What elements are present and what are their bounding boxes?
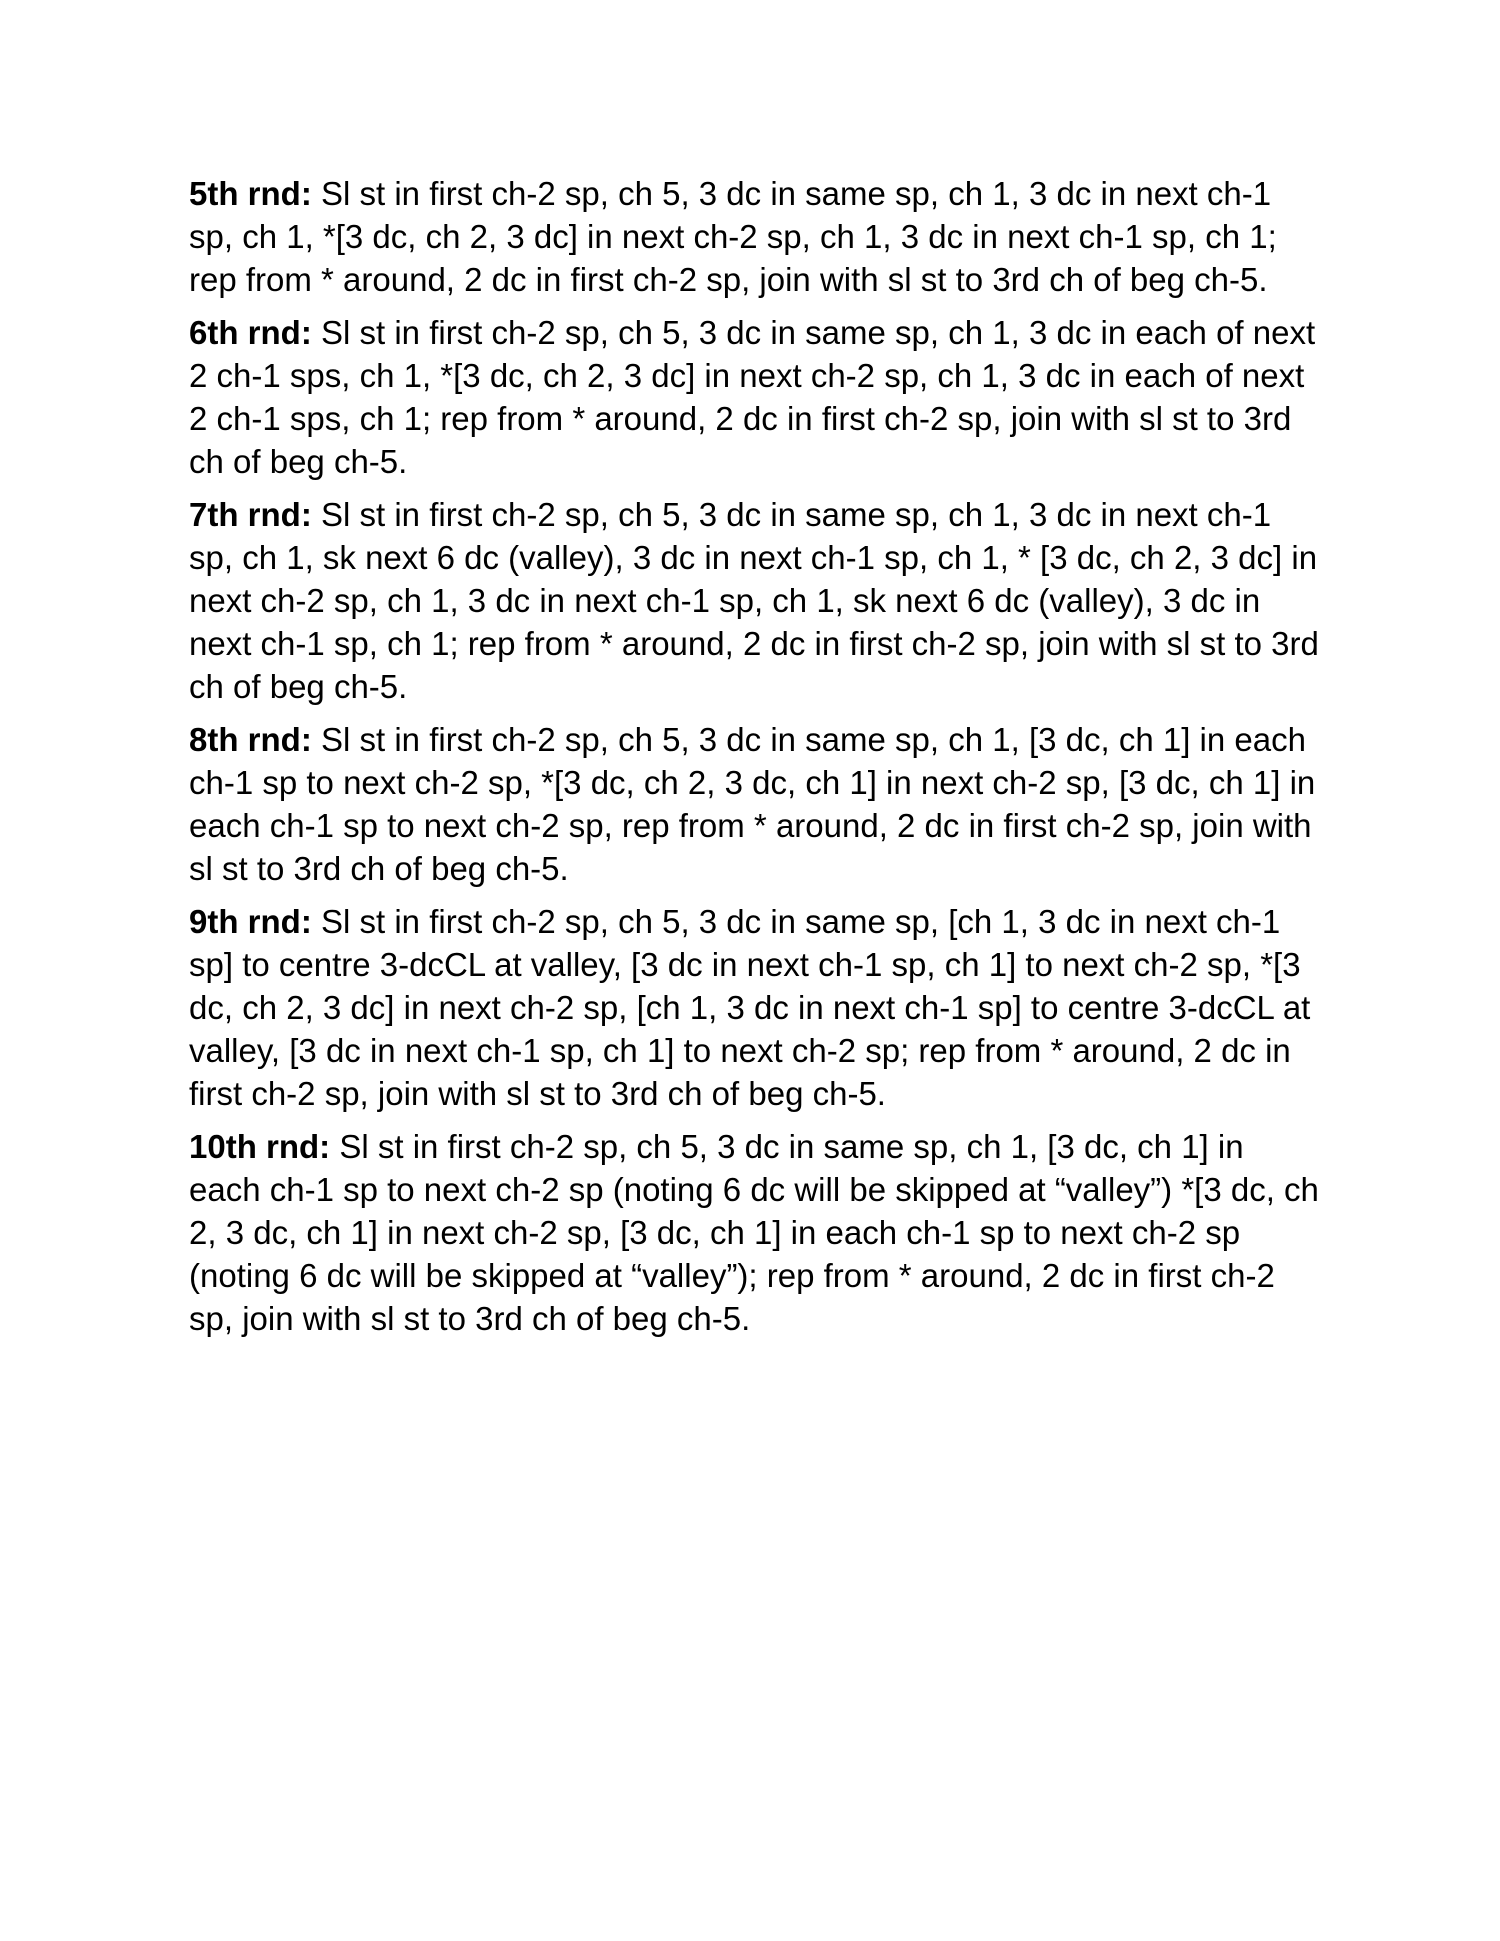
round-label: 10th rnd: [189,1128,331,1165]
round-text: Sl st in first ch-2 sp, ch 5, 3 dc in same sp, ch 1, 3 dc in next ch-1 sp, ch 1, *[3 dc, ch 2, 3 dc] in next ch-2 sp, ch 1, 3 dc in next ch-1 sp, ch 1; rep from * around, 2 dc in first ch-2 sp, join with sl st to 3rd ch of beg ch-5. [189,175,1277,298]
round-text: Sl st in first ch-2 sp, ch 5, 3 dc in same sp, ch 1, [3 dc, ch 1] in each ch-1 sp to next ch-2 sp (noting 6 dc will be skipped at “valley”) *[3 dc, ch 2, 3 dc, ch 1] in next ch-2 sp, [3 dc, ch 1] in each ch-1 sp to next ch-2 sp (noting 6 dc will be skipped at “valley”); rep from * around, 2 dc in first ch-2 sp, join with sl st to 3rd ch of beg ch-5. [189,1128,1319,1337]
round-text: Sl st in first ch-2 sp, ch 5, 3 dc in same sp, ch 1, 3 dc in next ch-1 sp, ch 1, sk next 6 dc (valley), 3 dc in next ch-1 sp, ch 1, * [3 dc, ch 2, 3 dc] in next ch-2 sp, ch 1, 3 dc in next ch-1 sp, ch 1, sk next 6 dc (valley), 3 dc in next ch-1 sp, ch 1; rep from * around, 2 dc in first ch-2 sp, join with sl st to 3rd ch of beg ch-5. [189,496,1319,705]
round-label: 5th rnd: [189,175,312,212]
round-text: Sl st in first ch-2 sp, ch 5, 3 dc in same sp, ch 1, [3 dc, ch 1] in each ch-1 sp to next ch-2 sp, *[3 dc, ch 2, 3 dc, ch 1] in next ch-2 sp, [3 dc, ch 1] in each ch-1 sp to next ch-2 sp, rep from * around, 2 dc in first ch-2 sp, join with sl st to 3rd ch of beg ch-5. [189,721,1316,887]
round-label: 7th rnd: [189,496,312,533]
round-7-paragraph [189,493,1319,708]
round-label: 9th rnd: [189,903,312,940]
round-label: 8th rnd: [189,721,312,758]
round-5-paragraph [189,172,1319,301]
round-10-paragraph [189,1125,1319,1340]
round-9-paragraph [189,900,1319,1115]
round-6-paragraph [189,311,1319,483]
round-8-paragraph [189,718,1319,890]
round-text: Sl st in first ch-2 sp, ch 5, 3 dc in same sp, [ch 1, 3 dc in next ch-1 sp] to centre 3-dcCL at valley, [3 dc in next ch-1 sp, ch 1] to next ch-2 sp, *[3 dc, ch 2, 3 dc] in next ch-2 sp, [ch 1, 3 dc in next ch-1 sp] to centre 3-dcCL at valley, [3 dc in next ch-1 sp, ch 1] to next ch-2 sp; rep from * around, 2 dc in first ch-2 sp, join with sl st to 3rd ch of beg ch-5. [189,903,1311,1112]
round-label: 6th rnd: [189,314,312,351]
pattern-instructions [189,172,1319,1350]
round-text: Sl st in first ch-2 sp, ch 5, 3 dc in same sp, ch 1, 3 dc in each of next 2 ch-1 sps, ch 1, *[3 dc, ch 2, 3 dc] in next ch-2 sp, ch 1, 3 dc in each of next 2 ch-1 sps, ch 1; rep from * around, 2 dc in first ch-2 sp, join with sl st to 3rd ch of beg ch-5. [189,314,1316,480]
